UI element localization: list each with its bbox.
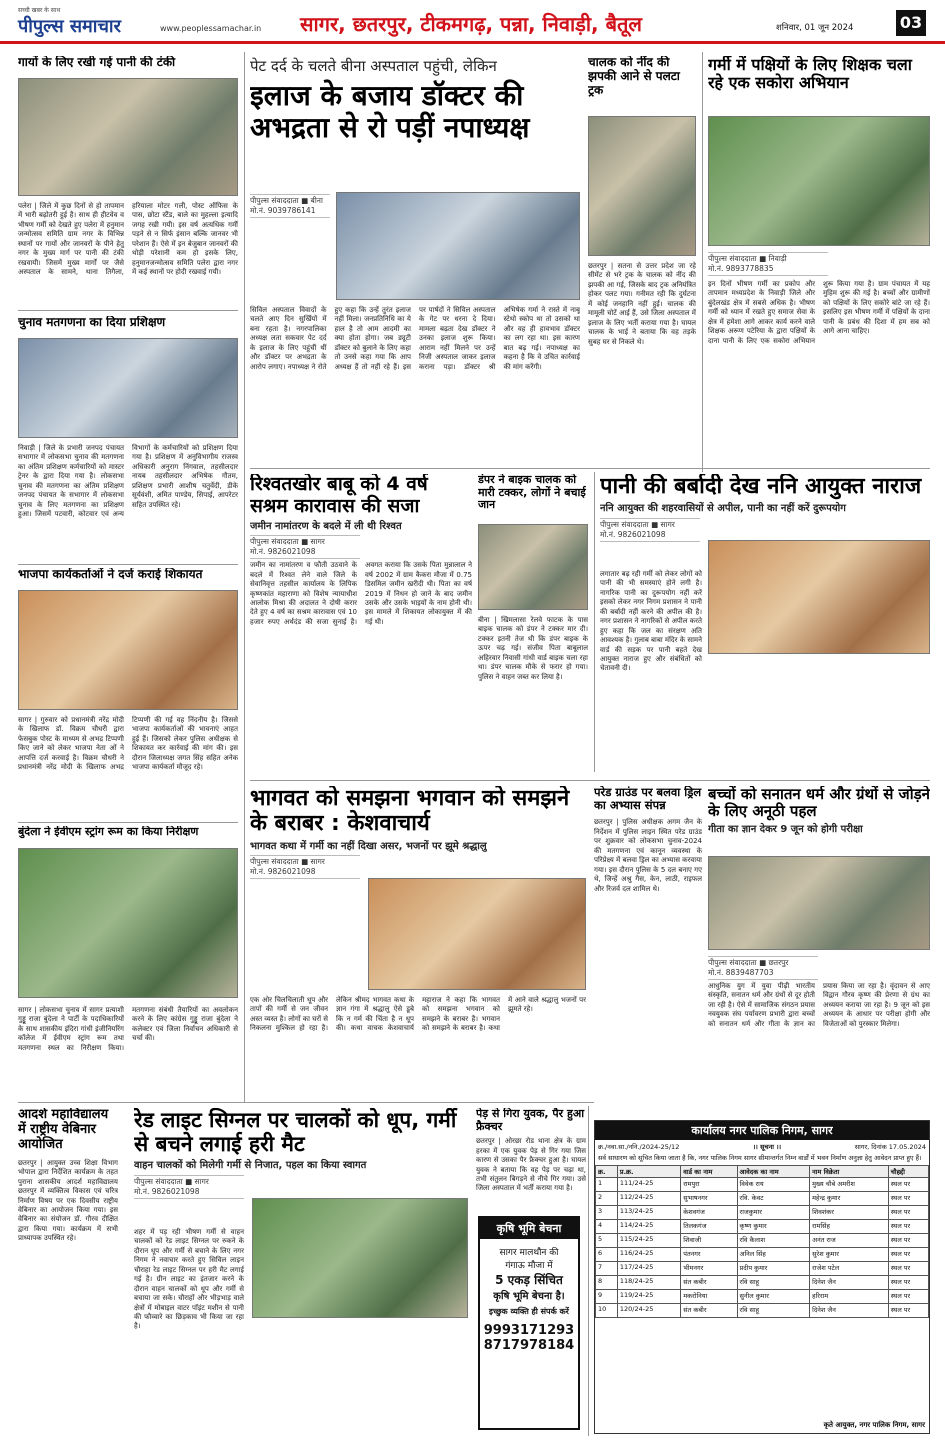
- story-dumper: [478, 474, 588, 774]
- notice-date: सागर, दिनांक 17.05.2024: [854, 1143, 926, 1151]
- column-rule: [702, 52, 703, 472]
- masthead: [0, 0, 945, 44]
- table-cell: 2: [596, 1192, 618, 1206]
- photo-dumper: [478, 524, 588, 610]
- divider: [18, 564, 238, 565]
- table-cell: राजकुमार: [737, 1206, 810, 1220]
- byline: [250, 194, 330, 218]
- byline-text: पीपुल्स संवाददाता ■ सागर: [250, 537, 325, 547]
- table-cell: रामसिंह: [810, 1220, 889, 1234]
- table-cell: पंतनगर: [681, 1248, 737, 1262]
- story-bjp: [18, 568, 238, 818]
- ad-phone[interactable]: 8717978184: [483, 1338, 575, 1353]
- byline: [600, 518, 700, 542]
- story-body: एक ओर चिलचिलाती धूप और तापों की गर्मी से जन जीवन अस्त व्यस्त है। लोगों का घरों से निकलना मुश्किल हो रहा है। लेकिन श्रीमद भागवत कथा के ज्ञान गंगा में श्रद्धालु ऐसे डूबे कि न गर्म की चिंता है न धूप की। कथा वाचक केशवाचार्य महाराज ने कहा कि भागवत को समझना भगवान को समझने के बराबर है। भगवान को समझने के बराबर है। कथा में आने वाले श्रद्धालु भजनों पर झूमते रहे।: [250, 996, 586, 1033]
- story-body: सागर | लोकसभा चुनाव में सागर प्रत्याशी गुड्डू राजा बुंदेला ने पार्टी के पदाधिकारियों के साथ शासकीय इंदिरा गांधी इंजीनियरिंग कॉलेज में ईवीएम स्ट्रांग रूम तथा मतगणना स्थल का निरीक्षण किया। मतगणना संबंधी तैयारियों का अवलोकन करने के लिए कांग्रेस गुड्डू राजा बुंदेला ने कलेक्टर एवं जिला निर्वाचन अधिकारी से चर्चा की।: [18, 1006, 238, 1052]
- table-row: [596, 1178, 929, 1192]
- headline: बच्चों को सनातन धर्म और ग्रंथों से जोड़ने के लिए अनूठी पहल: [708, 786, 930, 821]
- table-cell: शिवाजी: [681, 1234, 737, 1248]
- page-number: 03: [896, 10, 926, 36]
- subhead: भागवत कथा में गर्मी का नहीं दिखा असर, भजनों पर झूमे श्रद्धालु: [250, 840, 487, 852]
- table-cell: 112/24-25: [617, 1192, 680, 1206]
- table-cell: सुनील कुमार: [737, 1290, 810, 1304]
- headline: चालक को नींद की झपकी आने से पलटा ट्रक: [588, 56, 680, 97]
- table-cell: भीमनगर: [681, 1262, 737, 1276]
- divider: [18, 310, 238, 311]
- byline: [708, 252, 828, 276]
- table-cell: मुख्य चौबे अमरीश: [810, 1178, 889, 1192]
- mobile-number: मो.नं. 9826021098: [250, 867, 316, 877]
- table-cell: तिलकगंज: [681, 1220, 737, 1234]
- table-cell: रवि साहू: [737, 1304, 810, 1318]
- headline: भागवत को समझना भगवान को समझने के बराबर : केशवाचार्य: [250, 786, 570, 837]
- photo-bundela: [18, 848, 238, 998]
- table-row: [596, 1276, 929, 1290]
- table-cell: 10: [596, 1304, 618, 1318]
- headline: बुंदेला ने ईवीएम स्ट्रांग रूम का किया निरीक्षण: [18, 826, 199, 838]
- photo-doctor: [336, 192, 580, 300]
- story-body: इन दिनों भीषण गर्मी का प्रकोप और तापमान मध्यप्रदेश के निवाड़ी जिले और बुंदेलखंड क्षेत्र में सबसे अधिक है। भीषण गर्मी को ध्यान में रखते हुए समाज सेवा के क्षेत्र में हमेशा आगे आकर कार्य करने वाले शिक्षक अरूण पटेरिया के द्वारा पक्षियों के दाना पानी के लिए एक सकोरा अभियान शुरू किया गया है। ग्राम पंचायत में यह मुहिम शुरू की गई है। बच्चों और ग्रामीणों को पक्षियों के लिए सकोरे बांटे जा रहे हैं। इसलिए इस भीषण गर्मी में पक्षियों के दाना पानी के प्रबंध की दिशा में हम सब को आगे आना चाहिए।: [708, 280, 930, 345]
- col-header: आवेदक का नाम: [737, 1166, 810, 1178]
- headline: गायों के लिए रखी गई पानी की टंकी: [18, 56, 176, 69]
- headline: पानी की बर्बादी देख ननि आयुक्त नाराज: [600, 474, 922, 499]
- kicker: पेट दर्द के चलते बीना अस्पताल पहुंची, लेकिन: [250, 57, 497, 75]
- headline: गर्मी में पक्षियों के लिए शिक्षक चला रहे एक सकोरा अभियान: [708, 56, 912, 93]
- notice-title: कार्यालय नगर पालिक निगम, सागर: [595, 1121, 929, 1140]
- story-body: छतरपुर | सतना से उत्तर प्रदेश जा रहे सीमेंट से भरे ट्रक के चालक को नींद की झपकी आ गई, जिसके बाद ट्रक अनियंत्रित होकर पलट गया। गनीमत रही कि दुर्घटना में कोई जनहानि नहीं हुई। चालक की मामूली चोटें आई हैं, उसे जिला अस्पताल में इलाज के लिए भर्ती कराया गया है। घायल चालक के भाई ने बताया कि वह तड़के सुबह घर से निकले थे।: [588, 262, 696, 346]
- table-row: [596, 1220, 929, 1234]
- table-cell: महेन्द्र कुमार: [810, 1192, 889, 1206]
- table-cell: मकरोनिया: [681, 1290, 737, 1304]
- col-header: चौहद्दी: [888, 1166, 928, 1178]
- ad-line: 5 एकड़ सिंचित: [495, 1273, 563, 1287]
- photo-training: [18, 338, 238, 438]
- byline: [250, 535, 360, 559]
- mobile-number: मो.नं. 9826021098: [134, 1186, 200, 1196]
- byline: [708, 956, 818, 980]
- photo-gita: [708, 856, 930, 950]
- classified-ad: [478, 1216, 580, 1430]
- mobile-number: मो.नं. 8839487703: [708, 968, 774, 977]
- mobile-number: मो.नं. 9826021098: [250, 547, 316, 557]
- photo-water: [708, 540, 930, 654]
- story-body: पलेरा | जिले में कुछ दिनों से हो तापमान में भारी बढ़ोतरी हुई है। साथ ही हीटवेव व भीषण गर्मी को देखते हुए पलेरा में हनुमान जन्मोत्सव समिति ग्राम नगर के विभिन्न स्थानों पर गायों और जानवरों के पीने हेतु नगर के मुख्य मार्ग पर पानी की टंकी रखवायी। जिसमें मुख्य मार्गों पर जैसे अस्पताल के सामने, थाना तिगैला, हरियाला मोटर गली, पोस्ट ऑफिस के पास, छोटा स्टैंड, बाले का मुहल्ला इत्यादि जगह रखी गयी। इस वर्ष अत्यधिक गर्मी पड़ने से न सिर्फ इंसान बल्कि जानवर भी परेशान हैं। ऐसे में इन बेजुबान जानवरों की थोड़ी परेशानी कम हो इसके लिए, हनुमानजन्मोत्सव समिति पलेरा द्वारा नगर में कई स्थानों पर होदी रखवाई गयी।: [18, 202, 238, 277]
- table-cell: सुभाषनगर: [681, 1192, 737, 1206]
- table-cell: 119/24-25: [617, 1290, 680, 1304]
- table-cell: स्थल पर: [888, 1192, 928, 1206]
- mobile-number: मो.नं. 9893778835: [708, 264, 774, 273]
- byline-text: पीपुल्स संवाददाता ■ सागर: [134, 1176, 209, 1186]
- table-cell: 118/24-25: [617, 1276, 680, 1290]
- story-body: छतरपुर | पुलिस अधीक्षक अगम जैन के निर्देशन में पुलिस लाइन स्थित परेड ग्राउंड पर शुक्रवार को लोकसभा चुनाव-2024 की मतगणना एवं कानून व्यवस्था के परिप्रेक्ष्य में बलवा ड्रिल का अभ्यास करवाया गया। इस दौरान पुलिस के 5 दल बनाए गए थे, जिन्हें अश्रु गैस, केन, लाठी, राइफल और रिजर्व दल शामिल थे।: [594, 818, 702, 893]
- table-cell: रवि साहू: [737, 1276, 810, 1290]
- table-cell: दिनेश जैन: [810, 1276, 889, 1290]
- table-header-row: [596, 1166, 929, 1178]
- table-cell: हरिराम: [810, 1290, 889, 1304]
- table-cell: 3: [596, 1206, 618, 1220]
- table-cell: स्थल पर: [888, 1304, 928, 1318]
- ad-line: सागर मालथौन की: [499, 1248, 559, 1258]
- byline-text: पीपुल्स संवाददाता ■ छतरपुर: [708, 958, 789, 967]
- byline-text: पीपुल्स संवाददाता ■ सागर: [250, 857, 325, 867]
- ad-line: गंगाऊ मौजा में: [505, 1261, 553, 1271]
- story-cows: [18, 56, 238, 306]
- subhead: गीता का ज्ञान देकर 9 जून को होगी परीक्षा: [708, 823, 863, 835]
- subhead: वाहन चालकों को मिलेगी गर्मी से निजात, पहल का किया स्वागत: [134, 1160, 367, 1172]
- table-cell: 9: [596, 1290, 618, 1304]
- photo-cows: [18, 78, 238, 196]
- byline: [250, 855, 360, 879]
- story-body: जमीन का नामांतरण व फौती उठवाने के बदले में रिश्वत लेने वाले जिले के सेवानिवृत्त तहसील कार्यालय के लिपिक कृष्णकांत महाराणा को विशेष न्यायाधीश आलोक मिश्रा की अदालत ने दोषी करार देते हुए 4 वर्ष का सश्रम कारावास एवं 10 हजार रुपए अर्थदंड की सजा सुनाई है। अवगत कराया कि उसके पिता मुन्नालाल ने वर्ष 2002 में ग्राम कैकरा मौजा में 0.75 डिसमिल जमीन खरीदी थी। पिता का वर्ष 2019 में निधन हो जाने के बाद जमीन उसके और उसके भाइयों के नाम होनी थी। इस मामले में शिकायत लोकायुक्त में की गई थी।: [250, 561, 472, 626]
- headline: परेड ग्राउंड पर बलवा ड्रिल का अभ्यास संपन्न: [594, 786, 702, 813]
- story-bhagwat: [250, 786, 586, 1096]
- table-cell: राजेश पटेल: [810, 1262, 889, 1276]
- ad-title: कृषि भूमि बेचना: [480, 1218, 578, 1239]
- story-signal: [134, 1108, 468, 1434]
- story-body: आधुनिक युग में युवा पीढ़ी भारतीय संस्कृति, सनातन धर्म और ग्रंथों से दूर होती जा रही है। ऐसे में सामाजिक संगठन प्रयास नवयुवक संघ पर्यावरण प्रभारी द्वारा बच्चों को सनातन धर्म और गीता के ज्ञान का प्रयास किया जा रहा है। वृंदावन से आए विद्वान गौरव कृष्ण की प्रेरणा से ग्रंथ का अध्ययन कराया जा रहा है। 9 जून को इस अध्ययन के आधार पर परीक्षा होगी और विजेताओं को पुरस्कार मिलेगा।: [708, 982, 930, 1028]
- brand-logo: [18, 6, 121, 38]
- table-cell: 116/24-25: [617, 1248, 680, 1262]
- col-header: क्र.: [596, 1166, 618, 1178]
- table-cell: 5: [596, 1234, 618, 1248]
- subhead: जमीन नामांतरण के बदले में ली थी रिश्वत: [250, 520, 402, 532]
- table-cell: 113/24-25: [617, 1206, 680, 1220]
- story-gita: [708, 786, 930, 1116]
- table-cell: संत कबीर: [681, 1276, 737, 1290]
- headline: रेड लाइट सिग्नल पर चालकों को धूप, गर्मी से बचने लगाई हरी मैट: [134, 1108, 457, 1157]
- headline: रिश्वतखोर बाबू को 4 वर्ष सश्रम कारावास की सजा: [250, 474, 428, 517]
- story-body: छतरपुर | आयुक्त उच्च शिक्षा विभाग भोपाल द्वारा निर्देशित कार्यक्रम के तहत पुराना शासकीय आदर्श महाविद्यालय छतरपुर में व्यक्तित्व विकास एवं चरित्र निर्माण विषय पर एक दिवसीय राष्ट्रीय वेबिनार का आयोजन किया गया। इस वेबिनार का संयोजन डॉ. गौरव दीक्षित द्वारा किया गया। कार्यक्रम में सभी प्राध्यापक उपस्थित रहे।: [18, 1158, 118, 1243]
- table-cell: 7: [596, 1262, 618, 1276]
- table-cell: 115/24-25: [617, 1234, 680, 1248]
- table-cell: अनिल सिंह: [737, 1248, 810, 1262]
- table-cell: दिनेश जैन: [810, 1304, 889, 1318]
- table-cell: 4: [596, 1220, 618, 1234]
- headline: डंपर ने बाइक चालक को मारी टक्कर, लोगों ने बचाई जान: [478, 474, 586, 512]
- subhead: ननि आयुक्त की शहरवासियों से अपील, पानी का नहीं करें दुरूपयोग: [600, 503, 846, 515]
- ad-phone[interactable]: 9993171293: [483, 1323, 575, 1338]
- table-cell: स्थल पर: [888, 1220, 928, 1234]
- table-cell: शिवशंकर: [810, 1206, 889, 1220]
- notice-signoff: कृते आयुक्त, नगर पालिक निगम, सागर: [823, 1421, 925, 1429]
- byline-text: पीपुल्स संवाददाता ■ बीना: [250, 196, 323, 205]
- story-body: लगातार बढ़ रही गर्मी को लेकर लोगों को पानी की भी समस्याएं होने लगी है। नागरिक पानी का दुरूपयोग नहीं करें इसको लेकर नगर निगम प्रशासन ने पानी की बर्बादी नहीं करने की अपील की है। नगर प्रशासन ने नागरिकों से अपील करते हुए कहा कि जल का संरक्षण अति आवश्यक है। गुलाब बाबा मंदिर के सामने वार्ड की सड़क पर पानी बहते देख आयुक्त नाराज हुए और संबंधितों को चेतावनी दी।: [600, 570, 702, 673]
- table-cell: प्रदीप कुमार: [737, 1262, 810, 1276]
- column-rule: [244, 52, 245, 1102]
- table-cell: स्थल पर: [888, 1276, 928, 1290]
- story-training: [18, 316, 238, 560]
- table-cell: रवि. केवट: [737, 1192, 810, 1206]
- table-row: [596, 1304, 929, 1318]
- ad-line: कृषि भूमि बेचना है।: [493, 1291, 565, 1302]
- table-cell: 111/24-25: [617, 1178, 680, 1192]
- table-cell: रामपुरा: [681, 1178, 737, 1192]
- column-rule: [588, 1106, 589, 1436]
- site-url[interactable]: www.peoplessamachar.in: [160, 24, 262, 33]
- table-cell: कृष्ण कुमार: [737, 1220, 810, 1234]
- ad-line: इच्छुक व्यक्ति ही संपर्क करें: [489, 1307, 569, 1316]
- notice-ref: क्र./नवा.सा./ननि./2024-25/12: [598, 1143, 680, 1151]
- headline: आदर्श महाविद्यालय में राष्ट्रीय वेबिनार आयोजित: [18, 1108, 109, 1152]
- table-cell: स्थल पर: [888, 1290, 928, 1304]
- photo-signal: [252, 1198, 468, 1318]
- table-cell: 1: [596, 1178, 618, 1192]
- table-cell: स्थल पर: [888, 1206, 928, 1220]
- table-cell: 114/24-25: [617, 1220, 680, 1234]
- notice-meta: [595, 1140, 929, 1153]
- table-cell: 120/24-25: [617, 1304, 680, 1318]
- column-rule: [594, 472, 595, 772]
- region-banner: सागर, छतरपुर, टीकमगढ़, पन्ना, निवाड़ी, बैतूल: [300, 12, 642, 36]
- divider: [250, 780, 930, 781]
- photo-truck: [588, 116, 696, 256]
- col-header: वार्ड का नाम: [681, 1166, 737, 1178]
- byline-text: पीपुल्स संवाददाता ■ निवाड़ी: [708, 254, 787, 263]
- story-birds: [708, 56, 930, 466]
- photo-bjp: [18, 590, 238, 710]
- story-bundela: [18, 826, 238, 1098]
- table-row: [596, 1262, 929, 1276]
- story-body: सिविल अस्पताल विवादों के चलते आए दिन सुर्खियों में बना रहता है। नगरपालिका अध्यक्ष लता सकवार पेट दर्द के इलाज के लिए पहुंचीं थीं और डॉक्टर पर अभद्रता के आरोप लगाए। नपाध्यक्ष ने रोते हुए कहा कि उन्हें तुरंत इलाज नहीं मिला। जनप्रतिनिधि का ये हाल है तो आम आदमी का क्या होता होगा। जब ड्यूटी डॉक्टर को बुलाने के लिए कहा तो उनसे कहा गया कि आप अध्यक्ष हैं तो नहीं रहे हैं। इस पर पार्षदों ने सिविल अस्पताल के गेट पर धरना दे दिया। मामला बढ़ता देख डॉक्टर ने उनका इलाज शुरू किया। आराम नहीं मिलने पर उन्हें निजी अस्पताल जाकर इलाज कराना पड़ा। डॉक्टर श्री अभिषेक गर्मा ने रास्ते में नाबू स्टेथो स्कोप था तो उसको था और वह ही हावभाव डॉक्टर का लग रहा था। इस कारण बात बढ़ गई। नपाध्यक्ष का कहना है कि वे उचित कार्रवाई की मांग करेंगी।: [250, 306, 580, 371]
- story-parade: [594, 786, 702, 1096]
- municipal-notice: [594, 1120, 930, 1434]
- photo-bhagwat: [368, 878, 586, 990]
- brand-name: पीपुल्स समाचार: [18, 16, 121, 37]
- photo-birds: [708, 116, 930, 246]
- story-body: बीना | खिमलासा रेलवे फाटक के पास बाइक चालक को डंपर ने टक्कर मार दी। टक्कर इतनी तेज थी कि डंपर बाइक के ऊपर चढ़ गई। संजीव पिता बाबूलाल अहिरवार निवासी गांधी वार्ड बाइक चला रहा था। डंपर चालक मौके से फरार हो गया। पुलिस ने वाहन जब्त कर लिया है।: [478, 616, 588, 681]
- byline-text: पीपुल्स संवाददाता ■ सागर: [600, 519, 675, 529]
- table-cell: स्थल पर: [888, 1178, 928, 1192]
- headline: पेड़ से गिरा युवक, पैर हुआ फ्रैक्चर: [476, 1108, 585, 1133]
- table-cell: रवि कैलाश: [737, 1234, 810, 1248]
- mobile-number: मो.नं. 9039786141: [250, 206, 316, 215]
- table-row: [596, 1248, 929, 1262]
- table-row: [596, 1290, 929, 1304]
- story-body: शहर में पड़ रही भीषण गर्मी से वाहन चालकों को रेड लाइट सिग्नल पर रुकने के दौरान धूप और गर्मी से बचाने के लिए नगर निगम ने नवाचार करते हुए सिविल लाइन चौराहा रेड लाइट सिग्नल पर हरी मैट लगाई गई है। ग्रीन लाइट का इंतजार करने के दौरान वाहन चालकों को धूप और गर्मी से बचाया जा सके। चौराहों और भीड़भाड़ वाले क्षेत्रों में मोबाइल वाटर पाॅइंट मशीन से पानी की फौव्वारे का छिड़काव भी किया जा रहा है।: [134, 1228, 244, 1331]
- divider: [18, 822, 238, 823]
- story-bribe: [250, 474, 472, 774]
- notice-label: ।। सूचना ।।: [752, 1143, 782, 1151]
- story-water: [600, 474, 930, 774]
- headline: भाजपा कार्यकर्ताओं ने दर्ज कराई शिकायत: [18, 568, 203, 581]
- headline: इलाज के बजाय डॉक्टर की अभद्रता से रो पड़ीं नपाध्यक्ष: [250, 79, 530, 145]
- table-cell: अनंत राज: [810, 1234, 889, 1248]
- table-cell: 6: [596, 1248, 618, 1262]
- headline: चुनाव मतगणना का दिया प्रशिक्षण: [18, 316, 166, 329]
- table-cell: 8: [596, 1276, 618, 1290]
- table-row: [596, 1234, 929, 1248]
- story-webinar: [18, 1108, 118, 1434]
- story-bus: [476, 1108, 586, 1208]
- byline: [134, 1175, 244, 1199]
- notice-rows: [596, 1178, 929, 1318]
- mobile-number: मो.नं. 9826021098: [600, 529, 666, 539]
- issue-date: शनिवार, 01 जून 2024: [776, 23, 854, 33]
- notice-table: [595, 1165, 929, 1318]
- table-cell: 117/24-25: [617, 1262, 680, 1276]
- table-cell: स्थल पर: [888, 1248, 928, 1262]
- story-bina: [250, 56, 580, 466]
- table-cell: स्थल पर: [888, 1234, 928, 1248]
- brand-tagline: सच्ची खबर के साथ: [18, 7, 61, 14]
- table-cell: सुरेश कुमार: [810, 1248, 889, 1262]
- table-cell: स्थल पर: [888, 1262, 928, 1276]
- story-body: निवाड़ी | जिले के प्रभारी जनपद पंचायत सभागार में लोकसभा चुनाव की मतगणना का अंतिम प्रशिक्षण कर्मचारियों को मास्टर ट्रेनर के द्वारा दिया गया है। लोकसभा चुनाव की मतगणना का अंतिम प्रशिक्षण जनपद पंचायत के सभागार में लोकसभा चुनाव के लिए मतगणना का प्रशिक्षण हुआ। जिसमें पटवारी, कोटवार एवं अन्य विभागों के कर्मचारियों को प्रशिक्षण दिया गया है। प्रशिक्षण में अनुविभागीय राजस्व अधिकारी अनुराग निंगवाल, तहसीलदार नायब तहसीलदार अभिषेक गौतम, प्रशिक्षण प्रभारी आशीष चतुर्वेदी, डीके सूर्यवंशी, अमित पाण्डेय, सिपाई, आपरेटर सहित उपस्थित रहे।: [18, 444, 238, 519]
- table-cell: संत कबीर: [681, 1304, 737, 1318]
- story-body: सागर | गुरुवार को प्रधानमंत्री नरेंद्र मोदी के खिलाफ डॉ. विक्रम चौधरी द्वारा फेसबुक पोस्ट के माध्यम से अभद्र टिप्पणी किए जाने को लेकर भाजपा नेता ओं ने आपत्ति दर्ज करवाई है। विक्रम चौधरी ने प्रधानमंत्री नरेंद्र मोदी के खिलाफ अभद्र टिप्पणी की गई वह निंदनीय है। जिससे भाजपा कार्यकर्ताओं की भावनाएं आहत हुई हैं। जिसको लेकर पुलिस अधीक्षक से शिकायत कर कार्रवाई की मांग की। इस दौरान जिलाध्यक्ष जगत सिंह सहित अनेक भाजपा कार्यकर्ता मौजूद रहे।: [18, 716, 238, 772]
- story-body: छतरपुर | ओरछा रोड थाना क्षेत्र के ग्राम हरका में एक युवक पेड़ से गिर गया जिस कारण से उसका पैर फ्रैक्चर हुआ है। घायल युवक ने बताया कि वह पेड़ पर चढ़ा था, तभी संतुलन बिगड़ने से नीचे गिर गया। उसे जिला अस्पताल में भर्ती कराया गया है।: [476, 1137, 586, 1193]
- table-cell: विवेक राय: [737, 1178, 810, 1192]
- divider: [124, 1102, 594, 1103]
- table-row: [596, 1192, 929, 1206]
- col-header: प्र.क्र.: [617, 1166, 680, 1178]
- table-cell: केशवगंज: [681, 1206, 737, 1220]
- table-row: [596, 1206, 929, 1220]
- col-header: नाम विक्रेता: [810, 1166, 889, 1178]
- divider: [250, 468, 930, 469]
- story-truck: [588, 56, 696, 466]
- notice-intro: सर्व साधारण को सूचित किया जाता है कि, नगर पालिक निगम सागर सीमान्तर्गत निम्न वार्डों में भवन निर्माण अनुज्ञा हेतु आवेदन प्राप्त हुए हैं।: [598, 1154, 922, 1162]
